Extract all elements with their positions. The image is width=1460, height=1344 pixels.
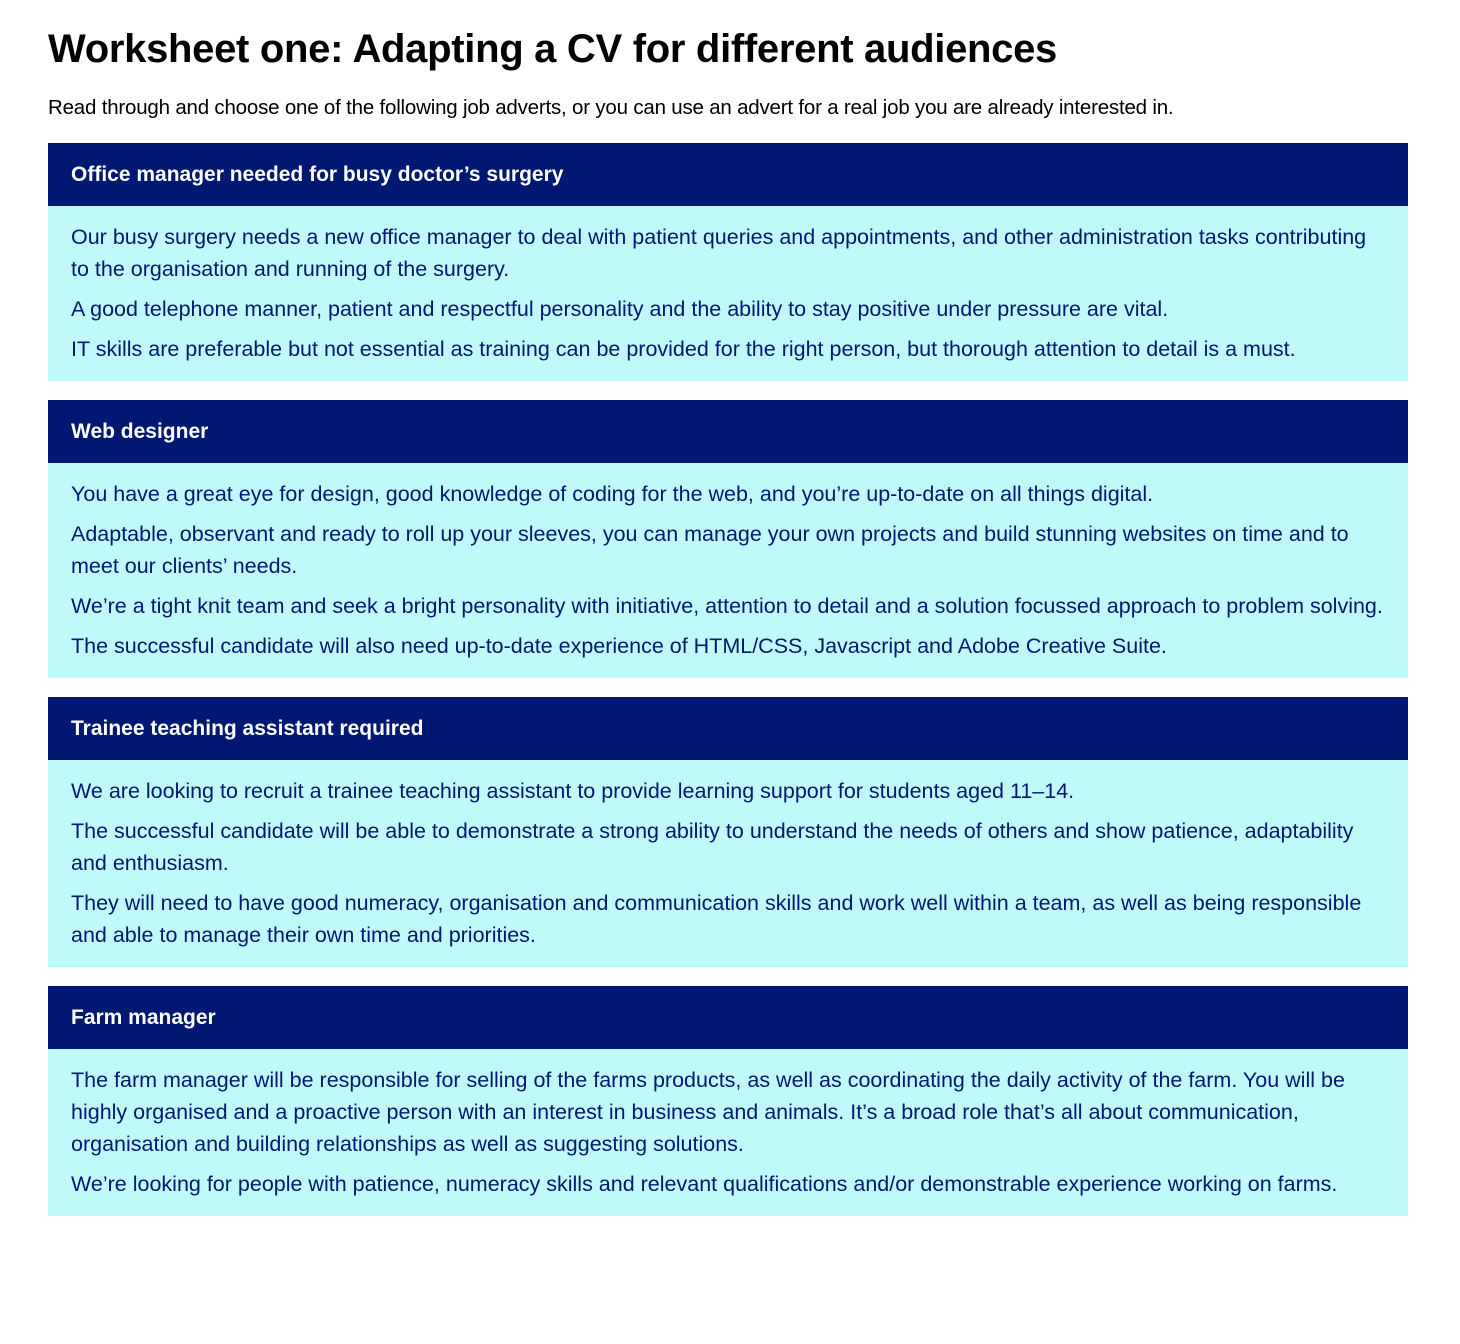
advert-paragraph: We’re looking for people with patience, numeracy skills and relevant qualifications and/or demonstrable experience working on farms. (71, 1172, 1338, 1196)
advert-paragraph: The successful candidate will be able to demonstrate a strong ability to understand the needs of others and show patience, adaptability and enthusiasm. (71, 819, 1354, 875)
advert-body (48, 206, 1408, 381)
advert-paragraph: They will need to have good numeracy, organisation and communication skills and work well within a team, as well as being responsible and able to manage their own time and priorities. (71, 891, 1362, 947)
advert-paragraph: We’re a tight knit team and seek a bright personality with initiative, attention to detail and a solution focussed approach to problem solving. (71, 594, 1383, 618)
advert-paragraph: We are looking to recruit a trainee teaching assistant to provide learning support for students aged 11–14. (71, 779, 1075, 803)
advert-body (48, 463, 1408, 678)
advert-paragraph: The successful candidate will also need up-to-date experience of HTML/CSS, Javascript and Adobe Creative Suite. (71, 634, 1167, 658)
job-advert-office-manager (48, 143, 1408, 381)
advert-title: Farm manager (48, 986, 1408, 1049)
job-adverts-list (48, 143, 1408, 1216)
advert-paragraph: You have a great eye for design, good knowledge of coding for the web, and you’re up-to-date on all things digital. (71, 482, 1154, 506)
advert-paragraph: Adaptable, observant and ready to roll up your sleeves, you can manage your own projects and build stunning websites on time and to meet our clients’ needs. (71, 522, 1349, 578)
advert-paragraph: The farm manager will be responsible for selling of the farms products, as well as coordinating the daily activity of the farm. You will be highly organised and a proactive person with an interest in business and animals. It’s a broad role that’s all about communication, organisation and building relationships as well as suggesting solutions. (71, 1068, 1345, 1156)
job-advert-web-designer (48, 400, 1408, 678)
intro-text: Read through and choose one of the following job adverts, or you can use an advert for a real job you are already interested in. (48, 96, 1174, 119)
advert-paragraph: A good telephone manner, patient and respectful personality and the ability to stay positive under pressure are vital. (71, 297, 1169, 321)
job-advert-farm-manager (48, 986, 1408, 1216)
advert-paragraph: IT skills are preferable but not essential as training can be provided for the right person, but thorough attention to detail is a must. (71, 337, 1296, 361)
page-title: Worksheet one: Adapting a CV for different audiences (48, 27, 1057, 71)
advert-paragraph: Our busy surgery needs a new office manager to deal with patient queries and appointments, and other administration tasks contributing to the organisation and running of the surgery. (71, 225, 1367, 281)
advert-title: Web designer (48, 400, 1408, 463)
advert-body (48, 1049, 1408, 1216)
job-advert-teaching-assistant (48, 697, 1408, 967)
advert-title: Trainee teaching assistant required (48, 697, 1408, 760)
advert-title: Office manager needed for busy doctor’s surgery (48, 143, 1408, 206)
advert-body (48, 760, 1408, 967)
